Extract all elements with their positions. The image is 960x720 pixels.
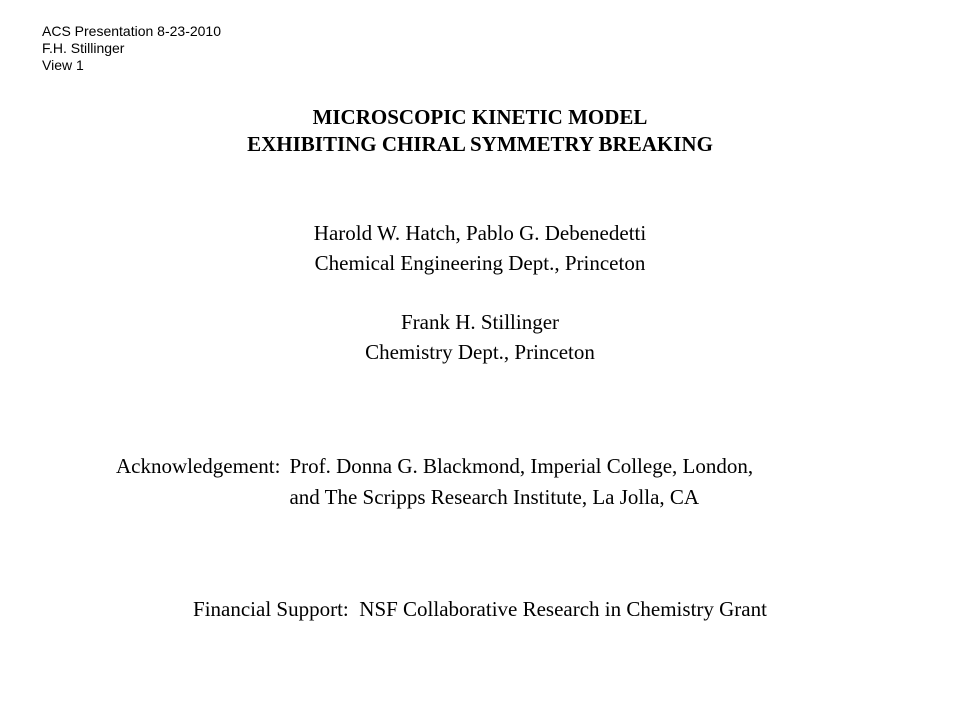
acknowledgement-section xyxy=(116,451,753,513)
author-group-2 xyxy=(0,307,960,367)
header-author-line: F.H. Stillinger xyxy=(42,40,125,56)
financial-support-label: Financial Support: xyxy=(193,597,349,621)
acknowledgement-body xyxy=(289,451,753,513)
slide-header xyxy=(42,23,221,74)
acknowledgement-line-1: Prof. Donna G. Blackmond, Imperial College, London, xyxy=(289,454,754,478)
slide-title xyxy=(0,104,960,158)
author-names-2: Frank H. Stillinger xyxy=(400,310,560,334)
author-affiliation-1: Chemical Engineering Dept., Princeton xyxy=(314,251,646,275)
header-presentation-line: ACS Presentation 8-23-2010 xyxy=(42,23,221,39)
title-line-2: EXHIBITING CHIRAL SYMMETRY BREAKING xyxy=(247,132,713,156)
header-view-line: View 1 xyxy=(42,57,84,73)
acknowledgement-line-2: and The Scripps Research Institute, La Jolla, CA xyxy=(289,485,700,509)
title-line-1: MICROSCOPIC KINETIC MODEL xyxy=(312,105,648,129)
financial-support-section xyxy=(0,595,960,623)
author-group-1 xyxy=(0,218,960,278)
author-affiliation-2: Chemistry Dept., Princeton xyxy=(365,340,595,364)
acknowledgement-label: Acknowledgement: xyxy=(116,454,281,478)
financial-support-text: NSF Collaborative Research in Chemistry Grant xyxy=(359,597,767,621)
author-names-1: Harold W. Hatch, Pablo G. Debenedetti xyxy=(313,221,647,245)
